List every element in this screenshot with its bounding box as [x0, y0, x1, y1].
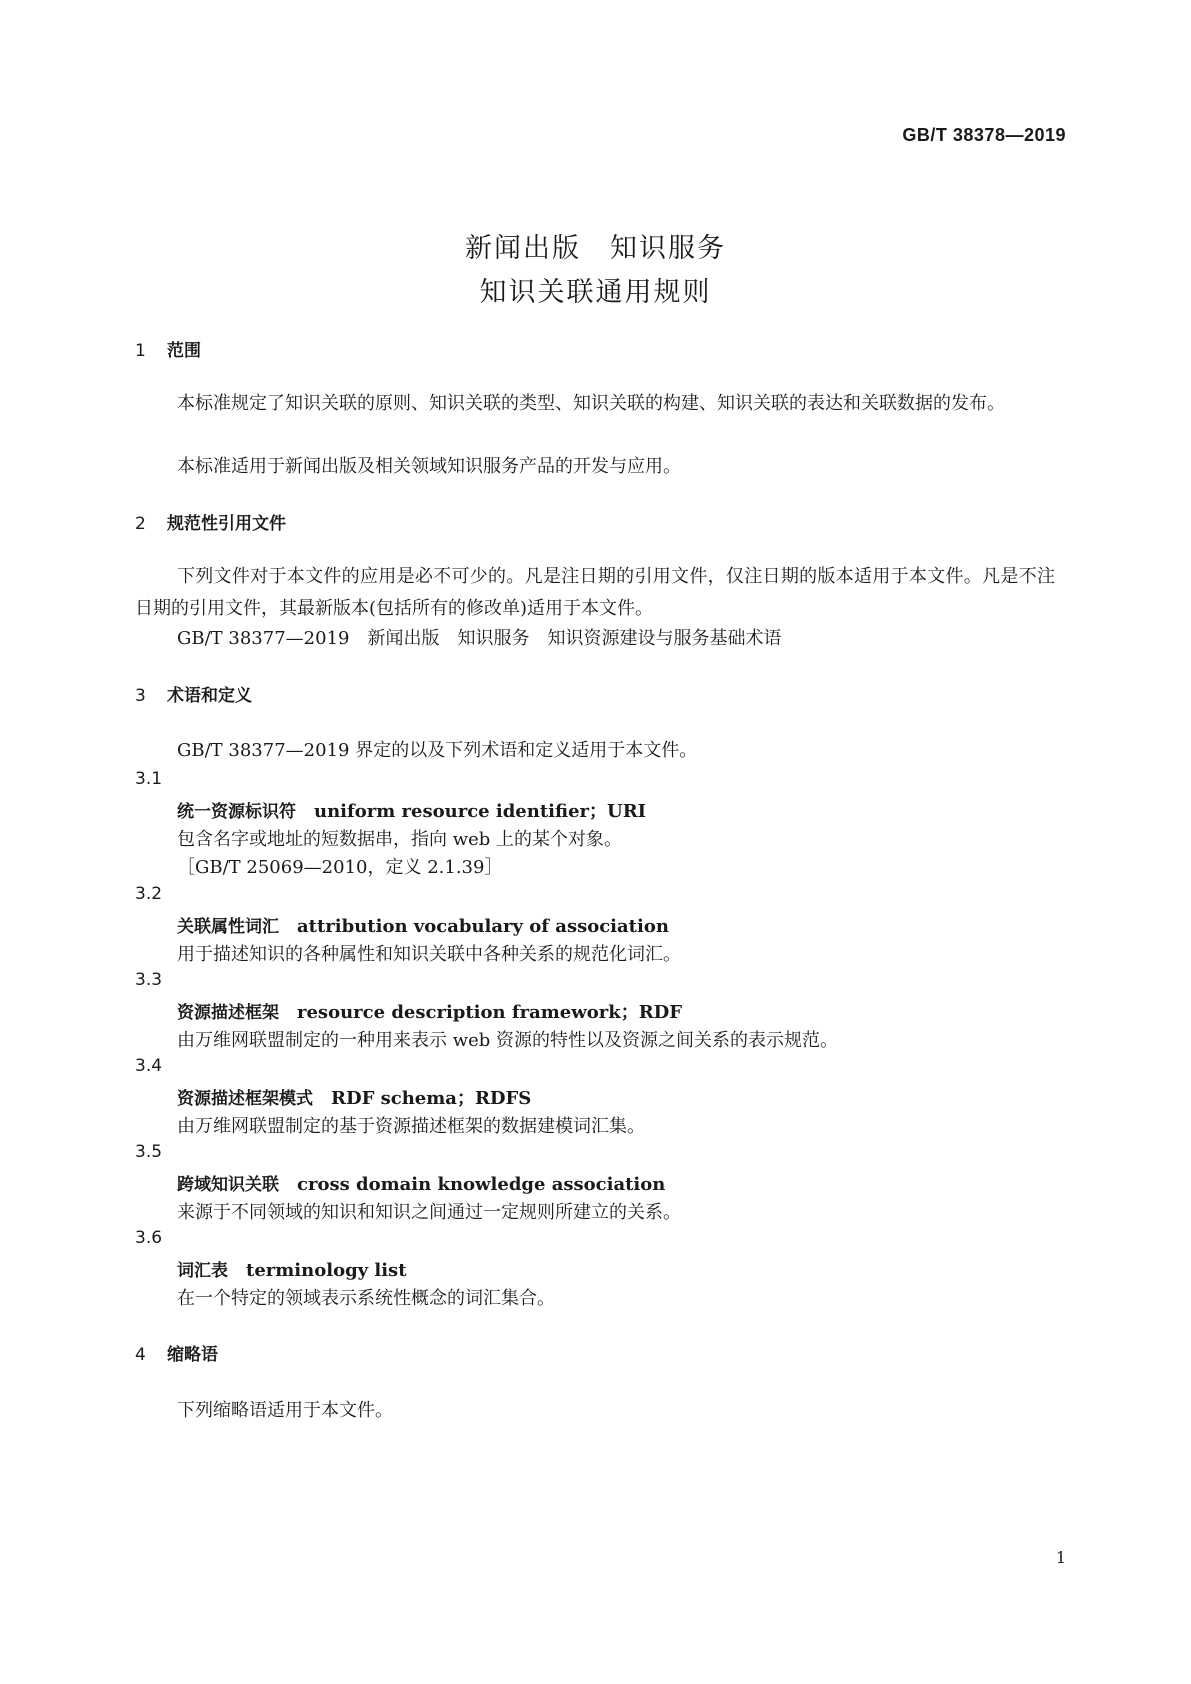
standard-code: GB/T 38378—2019 [902, 125, 1066, 145]
section-2-paragraph-1: 下列文件对于本文件的应用是必不可少的。凡是注日期的引用文件，仅注日期的版本适用于本文件。凡是不注日期的引用文件，其最新版本(包括所有的修改单)适用于本文件。 [135, 566, 1055, 619]
term-number: 3.2 [135, 884, 163, 904]
section-3-intro: GB/T 38377—2019 界定的以及下列术语和定义适用于本文件。 [177, 740, 698, 761]
section-title: 缩略语 [167, 1345, 218, 1365]
section-number: 2 [135, 514, 146, 534]
term-number: 3.4 [135, 1056, 163, 1076]
term-heading [177, 1256, 407, 1281]
section-title: 范围 [167, 341, 201, 361]
term-en: resource description framework；RDF [297, 1002, 683, 1023]
term-number: 3.6 [135, 1228, 163, 1248]
page-number: 1 [1055, 1548, 1066, 1567]
document-title-line1: 新闻出版 知识服务 [465, 233, 726, 264]
section-number: 1 [135, 341, 146, 361]
section-1-paragraph-1: 本标准规定了知识关联的原则、知识关联的类型、知识关联的构建、知识关联的表达和关联数据的发布。 [177, 393, 1005, 414]
term-heading [177, 1170, 665, 1195]
section-2-heading [135, 509, 286, 534]
term-number: 3.3 [135, 970, 163, 990]
term-zh: 词汇表 [177, 1261, 228, 1281]
term-number: 3.5 [135, 1142, 163, 1162]
section-1-paragraph-2: 本标准适用于新闻出版及相关领域知识服务产品的开发与应用。 [177, 456, 681, 477]
term-zh: 关联属性词汇 [177, 917, 279, 937]
section-1-heading [135, 336, 201, 361]
term-definition: 来源于不同领域的知识和知识之间通过一定规则所建立的关系。 [177, 1202, 681, 1223]
section-title: 术语和定义 [167, 686, 252, 706]
term-heading [177, 1084, 531, 1110]
term-heading [177, 998, 682, 1024]
term-en: terminology list [246, 1260, 407, 1281]
term-source: ［GB/T 25069—2010，定义 2.1.39］ [177, 857, 503, 878]
section-number: 4 [135, 1345, 146, 1365]
term-definition: 用于描述知识的各种属性和知识关联中各种关系的规范化词汇。 [177, 944, 681, 965]
term-zh: 跨域知识关联 [177, 1175, 279, 1195]
term-en: cross domain knowledge association [297, 1174, 666, 1195]
term-en: uniform resource identifier；URI [314, 801, 647, 822]
section-3-heading [135, 681, 252, 706]
term-definition: 包含名字或地址的短数据串，指向 web 上的某个对象。 [177, 829, 623, 850]
document-title-line2: 知识关联通用规则 [479, 277, 712, 308]
section-4-heading [135, 1340, 218, 1365]
term-definition: 由万维网联盟制定的基于资源描述框架的数据建模词汇集。 [177, 1116, 645, 1137]
term-en: attribution vocabulary of association [297, 916, 669, 937]
section-title: 规范性引用文件 [167, 514, 286, 534]
normative-reference: GB/T 38377—2019 新闻出版 知识服务 知识资源建设与服务基础术语 [177, 628, 782, 649]
section-number: 3 [135, 686, 146, 706]
term-number: 3.1 [135, 769, 163, 789]
term-definition: 在一个特定的领域表示系统性概念的词汇集合。 [177, 1288, 555, 1309]
term-zh: 资源描述框架 [177, 1003, 279, 1023]
term-zh: 资源描述框架模式 [177, 1089, 313, 1109]
term-en: RDF schema；RDFS [331, 1088, 532, 1109]
section-4-paragraph-1: 下列缩略语适用于本文件。 [177, 1400, 393, 1421]
term-heading [177, 912, 669, 937]
term-zh: 统一资源标识符 [177, 802, 296, 822]
term-heading [177, 797, 646, 823]
term-definition: 由万维网联盟制定的一种用来表示 web 资源的特性以及资源之间关系的表示规范。 [177, 1030, 839, 1051]
